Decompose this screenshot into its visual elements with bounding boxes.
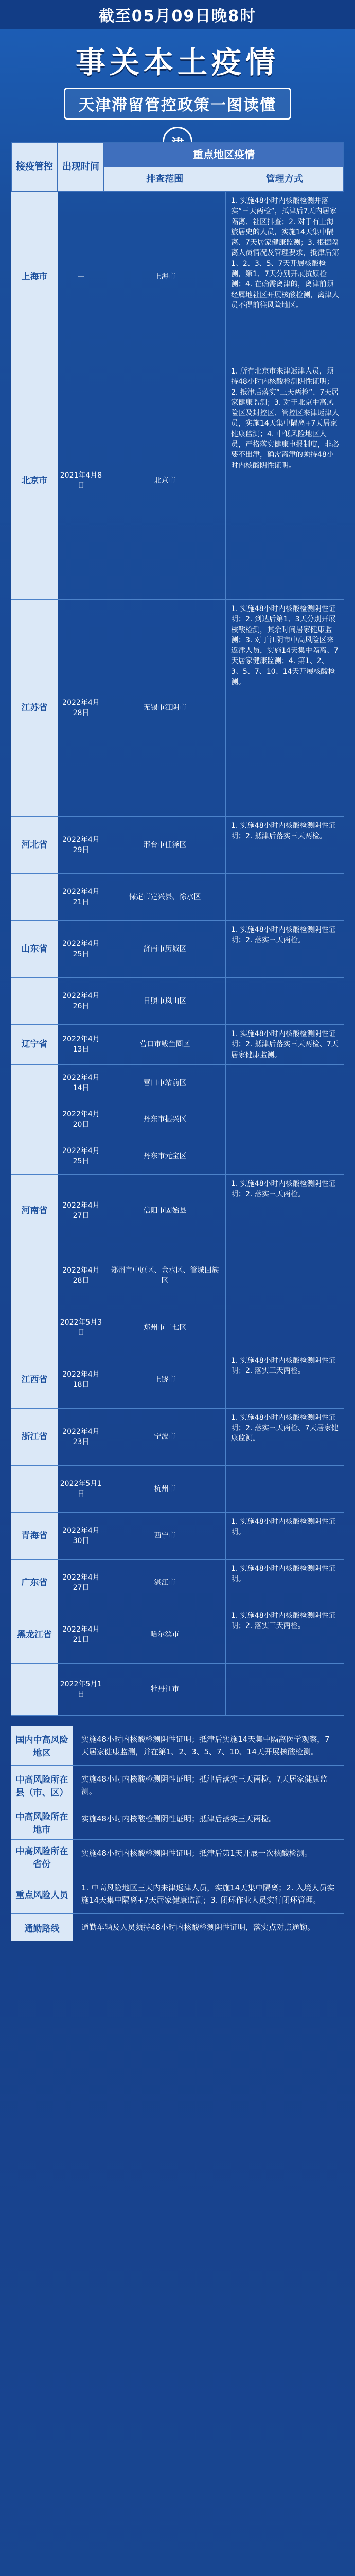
row-region: 江苏省 [11,600,58,816]
row-region [11,1664,58,1715]
header-time: 出现时间 [58,142,104,192]
row-policy [226,1466,344,1512]
section-label: 国内中高风险地区 [11,1726,73,1765]
row-region: 河南省 [11,1175,58,1247]
row-time: 2022年4月25日 [58,1138,104,1174]
page-title: 事关本土疫情 [75,45,279,80]
row-policy: 1. 实施48小时内核酸检测阴性证明；2. 落实三天两检、7天居家健康监测。 [231,1413,339,1443]
row-scope: 无锡市江阴市 [104,600,226,816]
row-region [11,1247,58,1304]
row-policy: 1. 实施48小时内核酸检测阴性证明；2. 落实三天两检。 [231,1356,336,1376]
row-time: 2022年4月29日 [58,817,104,873]
row-time: 2022年5月1日 [58,1466,104,1512]
table-row [11,1513,344,1560]
section-label: 重点风险人员 [11,1874,73,1913]
row-scope: 杭州市 [104,1466,226,1512]
row-region: 青海省 [11,1513,58,1559]
table-row [11,921,344,978]
row-time: 2022年4月21日 [58,1606,104,1663]
table-row [11,1409,344,1466]
row-scope: 湛江市 [104,1560,226,1606]
row-policy: 1. 所有北京市来津返津人员，须持48小时内核酸检测阴性证明；2. 抵津后落实“三天两检”、7天居家健康监测；3. 对于北京中高风险区及封控区、管控区来津返津人员，实施14天集中隔离+7天居家健康监测；4. 中低风险地区人员，严格落实健康申报制度，非必要不出津，确需离津的须持48小时内核酸阴性证明。 [231,367,339,470]
policy-section [11,1766,344,1805]
section-text: 通勤车辆及人员须持48小时内核酸检测阴性证明，落实点对点通勤。 [81,1923,315,1932]
row-policy: 1. 实施48小时内核酸检测阴性证明；2. 落实三天两检。 [231,926,336,945]
row-time: 2022年4月13日 [58,1025,104,1064]
header-policy: 管理方式 [265,173,303,184]
row-time: 2022年4月21日 [58,874,104,920]
row-scope: 北京市 [104,362,226,599]
table-row [11,600,344,817]
hero [0,29,355,139]
row-region: 辽宁省 [11,1025,58,1064]
table-row [11,1175,344,1247]
row-region [11,1101,58,1138]
row-time: 2022年4月23日 [58,1409,104,1465]
row-time: 2022年4月27日 [58,1175,104,1247]
section-text: 1. 中高风险地区三天内来津返津人员，实施14天集中隔离；2. 入境人员实施14天集中隔离+7天居家健康监测；3. 闭环作业人员实行闭环管理。 [81,1883,335,1905]
header-group [104,142,344,192]
section-text: 实施48小时内核酸检测阴性证明；抵津后实施14天集中隔离医学观察，7天居家健康监测，并在第1、2、3、5、7、10、14天开展核酸检测。 [81,1735,330,1756]
row-region [11,1138,58,1174]
row-scope: 保定市定兴县、徐水区 [104,874,226,920]
table-row [11,1247,344,1304]
row-scope: 营口市鲅鱼圈区 [104,1025,226,1064]
table-row [11,1351,344,1409]
table-row [11,1065,344,1101]
page-subtitle: 天津滞留管控政策一图读懂 [64,88,291,120]
row-region [11,874,58,920]
row-scope: 济南市历城区 [104,921,226,977]
table-row [11,1560,344,1606]
row-time: 2022年4月25日 [58,921,104,977]
table-row [11,1138,344,1175]
row-policy: 1. 实施48小时内核酸检测阴性证明。 [231,1517,336,1537]
row-scope: 哈尔滨市 [104,1606,226,1663]
row-scope: 丹东市振兴区 [104,1101,226,1138]
row-time: 2022年4月20日 [58,1101,104,1138]
row-time: 2022年4月18日 [58,1351,104,1408]
row-time: — [58,192,104,362]
table-row [11,1664,344,1716]
row-region: 北京市 [11,362,58,599]
row-policy: 1. 实施48小时内核酸检测阴性证明；2. 抵津后落实三天两检、7天居家健康监测。 [231,1030,339,1059]
row-policy [226,1138,344,1174]
row-time: 2022年4月14日 [58,1065,104,1101]
row-policy: 1. 实施48小时内核酸检测阴性证明；2. 到达后第1、3天分别开展核酸检测，其余时间居家健康监测；3. 对于江阴市中高风险区来返津人员，实施14天集中隔离、7天居家健康监测；4. 第1、2、3、5、7、10、14天开展核酸检测。 [231,605,339,687]
row-region: 山东省 [11,921,58,977]
table-row [11,1466,344,1513]
row-time: 2022年4月27日 [58,1560,104,1606]
table-header [11,142,344,192]
section-label: 通勤路线 [11,1914,73,1941]
policy-section [11,1914,344,1941]
section-text: 实施48小时内核酸检测阴性证明；抵津后落实三天两检，7天居家健康监测。 [81,1774,328,1796]
table-row [11,1606,344,1664]
row-policy: 1. 实施48小时内核酸检测阴性证明；2. 抵津后落实三天两检。 [231,822,336,841]
row-policy: 1. 实施48小时内核酸检测阴性证明。 [231,1564,336,1584]
row-region [11,1466,58,1512]
table-row [11,1025,344,1065]
row-region: 黑龙江省 [11,1606,58,1663]
row-region [11,1304,58,1351]
row-policy [226,1304,344,1351]
row-scope: 郑州市二七区 [104,1304,226,1351]
policy-table [11,142,344,1716]
row-scope: 上饶市 [104,1351,226,1408]
row-time: 2022年4月26日 [58,978,104,1024]
row-region: 上海市 [11,192,58,362]
row-scope: 上海市 [104,192,226,362]
section-label: 中高风险所在县（市、区） [11,1766,73,1805]
row-time: 2022年5月3日 [58,1304,104,1351]
row-scope: 邢台市任泽区 [104,817,226,873]
row-policy: 1. 实施48小时内核酸检测阴性证明；2. 落实三天两检。 [231,1611,336,1631]
row-policy [226,1247,344,1304]
row-policy: 1. 实施48小时内核酸检测并落实“三天两检”，抵津后7天内居家隔离、社区排查；2. 对于有上海旅居史的人员，实施14天集中隔离、7天居家健康监测；3. 根据隔离人员情况及管理要求，抵津后第1、2、3、5、7天开展核酸检测，第1、7天分别开展抗原检测；4. 在确需离津的，离津前须经属地社区开展核酸检测，离津人员不得前往风险地区。 [231,197,339,310]
section-label: 中高风险所在地市 [11,1805,73,1839]
row-scope: 宁波市 [104,1409,226,1465]
section-label: 中高风险所在省份 [11,1840,73,1874]
policy-section [11,1805,344,1840]
date-banner: 截至05月09日晚8时 [0,0,355,29]
table-row [11,874,344,921]
header-group-title: 重点地区疫情 [104,143,343,167]
row-time: 2022年4月28日 [58,600,104,816]
row-region: 广东省 [11,1560,58,1606]
row-region [11,978,58,1024]
table-row [11,192,344,362]
policy-section [11,1840,344,1874]
row-scope: 西宁市 [104,1513,226,1559]
table-row [11,1304,344,1351]
row-scope: 丹东市元宝区 [104,1138,226,1174]
table-row [11,817,344,874]
section-text: 实施48小时内核酸检测阴性证明；抵津后落实三天两检。 [81,1814,277,1823]
policy-section [11,1874,344,1914]
row-policy [226,1065,344,1101]
row-region: 浙江省 [11,1409,58,1465]
row-policy [226,978,344,1024]
row-policy [226,1664,344,1715]
header-region: 接疫管控 [11,142,58,192]
row-policy: 1. 实施48小时内核酸检测阴性证明；2. 落实三天两检。 [231,1179,336,1199]
row-time: 2022年4月28日 [58,1247,104,1304]
row-scope: 营口市站前区 [104,1065,226,1101]
row-time: 2022年4月30日 [58,1513,104,1559]
section-text: 实施48小时内核酸检测阴性证明；抵津后第1天开展一次核酸检测。 [81,1849,312,1858]
table-row [11,978,344,1025]
row-region [11,1065,58,1101]
row-scope: 信阳市固始县 [104,1175,226,1247]
row-region: 江西省 [11,1351,58,1408]
table-row [11,362,344,600]
table-row [11,1101,344,1138]
row-policy [226,874,344,920]
row-scope: 牡丹江市 [104,1664,226,1715]
policy-section [11,1726,344,1766]
policy-sections [11,1726,344,1941]
row-policy [226,1101,344,1138]
row-region: 河北省 [11,817,58,873]
header-scope: 排查范围 [104,167,225,192]
row-scope: 郑州市中原区、金水区、管城回族区 [104,1247,226,1304]
row-scope: 日照市岚山区 [104,978,226,1024]
row-time: 2021年4月8日 [58,362,104,599]
row-time: 2022年5月1日 [58,1664,104,1715]
